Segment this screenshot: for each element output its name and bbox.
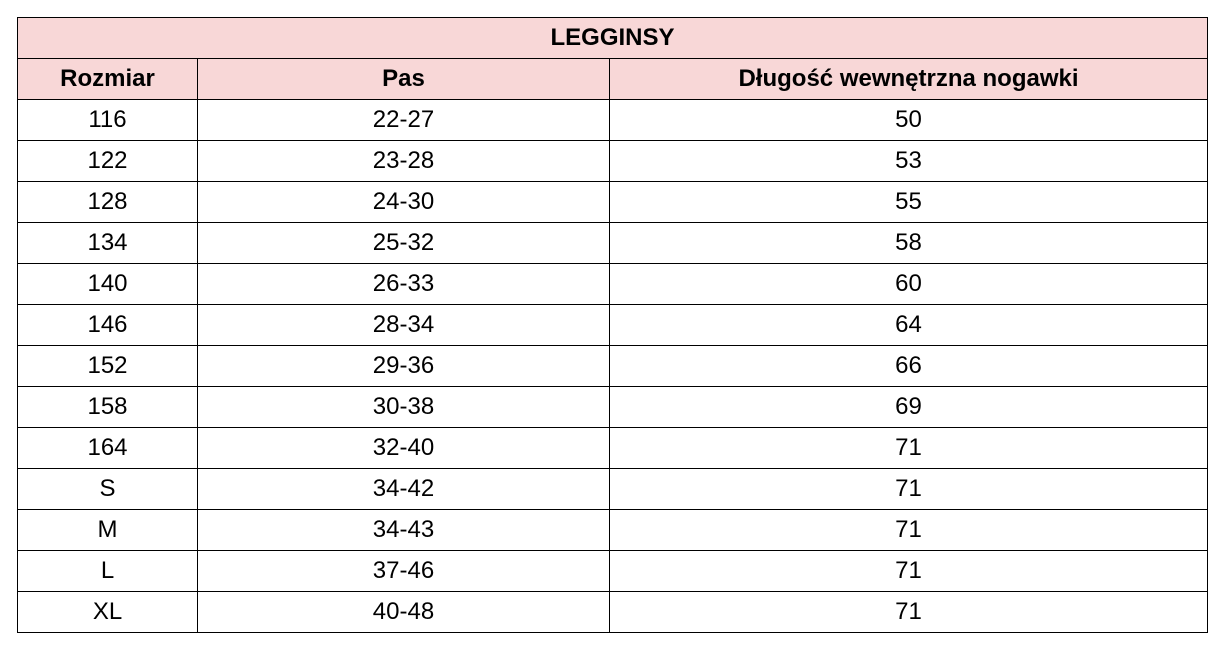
- table-row: [18, 182, 1208, 223]
- cell-size: 164: [18, 428, 198, 469]
- cell-inseam: 69: [610, 387, 1208, 428]
- cell-size: 140: [18, 264, 198, 305]
- table-row: [18, 428, 1208, 469]
- cell-inseam: 71: [610, 428, 1208, 469]
- table-body: [18, 100, 1208, 633]
- cell-inseam: 71: [610, 551, 1208, 592]
- column-header-inseam: Długość wewnętrzna nogawki: [610, 59, 1208, 100]
- cell-waist: 29-36: [198, 346, 610, 387]
- table-title: LEGGINSY: [18, 18, 1208, 59]
- cell-inseam: 66: [610, 346, 1208, 387]
- cell-inseam: 71: [610, 510, 1208, 551]
- cell-waist: 28-34: [198, 305, 610, 346]
- cell-inseam: 71: [610, 469, 1208, 510]
- table-row: [18, 100, 1208, 141]
- table-row: [18, 510, 1208, 551]
- cell-inseam: 71: [610, 592, 1208, 633]
- cell-inseam: 60: [610, 264, 1208, 305]
- cell-inseam: 58: [610, 223, 1208, 264]
- cell-waist: 37-46: [198, 551, 610, 592]
- table-row: [18, 387, 1208, 428]
- table-row: [18, 305, 1208, 346]
- cell-waist: 32-40: [198, 428, 610, 469]
- table-header-row: [18, 59, 1208, 100]
- cell-size: 128: [18, 182, 198, 223]
- table-row: [18, 141, 1208, 182]
- cell-size: 134: [18, 223, 198, 264]
- column-header-waist: Pas: [198, 59, 610, 100]
- column-header-size: Rozmiar: [18, 59, 198, 100]
- cell-inseam: 50: [610, 100, 1208, 141]
- table-row: [18, 346, 1208, 387]
- cell-waist: 24-30: [198, 182, 610, 223]
- cell-size: 122: [18, 141, 198, 182]
- cell-size: XL: [18, 592, 198, 633]
- size-chart-table: [17, 17, 1208, 633]
- table-title-row: [18, 18, 1208, 59]
- table-row: [18, 592, 1208, 633]
- cell-waist: 30-38: [198, 387, 610, 428]
- table-row: [18, 469, 1208, 510]
- cell-size: 116: [18, 100, 198, 141]
- cell-inseam: 53: [610, 141, 1208, 182]
- cell-size: 158: [18, 387, 198, 428]
- cell-size: S: [18, 469, 198, 510]
- cell-waist: 34-43: [198, 510, 610, 551]
- cell-waist: 40-48: [198, 592, 610, 633]
- cell-size: 146: [18, 305, 198, 346]
- table-row: [18, 223, 1208, 264]
- cell-size: M: [18, 510, 198, 551]
- cell-waist: 23-28: [198, 141, 610, 182]
- table-row: [18, 264, 1208, 305]
- cell-waist: 25-32: [198, 223, 610, 264]
- cell-inseam: 64: [610, 305, 1208, 346]
- cell-size: 152: [18, 346, 198, 387]
- cell-waist: 22-27: [198, 100, 610, 141]
- cell-size: L: [18, 551, 198, 592]
- cell-waist: 26-33: [198, 264, 610, 305]
- table-row: [18, 551, 1208, 592]
- cell-waist: 34-42: [198, 469, 610, 510]
- cell-inseam: 55: [610, 182, 1208, 223]
